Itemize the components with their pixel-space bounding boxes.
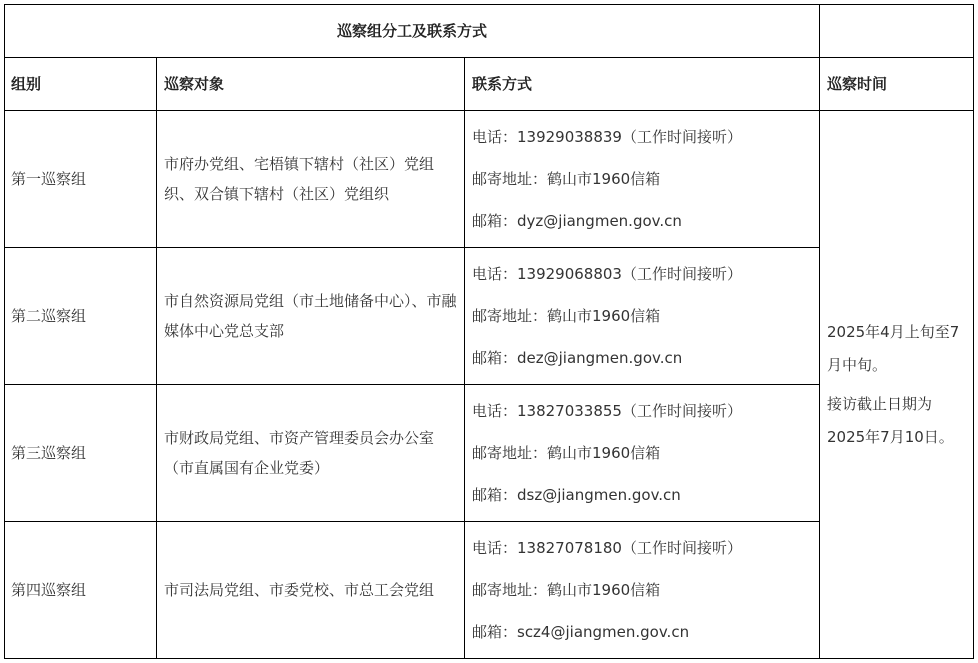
group-name: 第四巡察组 xyxy=(11,581,87,599)
group-name: 第三巡察组 xyxy=(11,444,87,462)
address-line: 邮寄地址：鹤山市1960信箱 xyxy=(472,581,661,599)
row-target-3 xyxy=(164,385,459,521)
group-name: 第二巡察组 xyxy=(11,307,87,325)
header-group-text: 组别 xyxy=(11,75,42,93)
address-line: 邮寄地址：鹤山市1960信箱 xyxy=(472,307,661,325)
header-target-text: 巡察对象 xyxy=(164,75,225,93)
target-text: 市府办党组、宅梧镇下辖村（社区）党组织、双合镇下辖村（社区）党组织 xyxy=(164,155,435,203)
header-time xyxy=(827,58,971,110)
row-group-2 xyxy=(11,248,151,384)
row-group-3 xyxy=(11,385,151,521)
header-time-text: 巡察时间 xyxy=(827,75,888,93)
target-text: 市财政局党组、市资产管理委员会办公室（市直属国有企业党委） xyxy=(164,429,435,477)
header-target xyxy=(164,58,460,110)
table-title-text: 巡察组分工及联系方式 xyxy=(336,22,487,40)
border-line xyxy=(4,658,974,659)
target-text: 市自然资源局党组（市土地储备中心）、市融媒体中心党总支部 xyxy=(164,292,457,340)
target-text: 市司法局党组、市委党校、市总工会党组 xyxy=(164,581,435,599)
email-line: 邮箱：scz4@jiangmen.gov.cn xyxy=(472,623,690,641)
border-line xyxy=(973,4,974,659)
border-line xyxy=(464,57,465,659)
row-target-1 xyxy=(164,111,459,247)
table-title xyxy=(5,5,819,57)
border-line xyxy=(4,4,5,659)
header-contact-text: 联系方式 xyxy=(472,75,533,93)
phone-line: 电话：13827078180（工作时间接听） xyxy=(472,539,742,557)
row-target-4 xyxy=(164,522,459,658)
email-line: 邮箱：dez@jiangmen.gov.cn xyxy=(472,349,683,367)
address-line: 邮寄地址：鹤山市1960信箱 xyxy=(472,444,661,462)
inspection-time-cell xyxy=(827,111,969,658)
inspection-period: 2025年4月上旬至7月中旬。 xyxy=(827,322,960,374)
row-contact-3 xyxy=(472,385,816,521)
row-contact-1 xyxy=(472,111,816,247)
row-contact-2 xyxy=(472,248,816,384)
phone-line: 电话：13929068803（工作时间接听） xyxy=(472,265,742,283)
row-group-1 xyxy=(11,111,151,247)
header-contact xyxy=(472,58,816,110)
email-line: 邮箱：dsz@jiangmen.gov.cn xyxy=(472,486,681,504)
border-line xyxy=(156,57,157,659)
group-name: 第一巡察组 xyxy=(11,170,87,188)
header-group xyxy=(11,58,151,110)
phone-line: 电话：13929038839（工作时间接听） xyxy=(472,128,742,146)
phone-line: 电话：13827033855（工作时间接听） xyxy=(472,402,742,420)
email-line: 邮箱：dyz@jiangmen.gov.cn xyxy=(472,212,682,230)
row-contact-4 xyxy=(472,522,816,658)
row-group-4 xyxy=(11,522,151,658)
border-line xyxy=(819,4,820,659)
address-line: 邮寄地址：鹤山市1960信箱 xyxy=(472,170,661,188)
row-target-2 xyxy=(164,248,459,384)
visit-deadline: 接访截止日期为2025年7月10日。 xyxy=(827,394,954,446)
